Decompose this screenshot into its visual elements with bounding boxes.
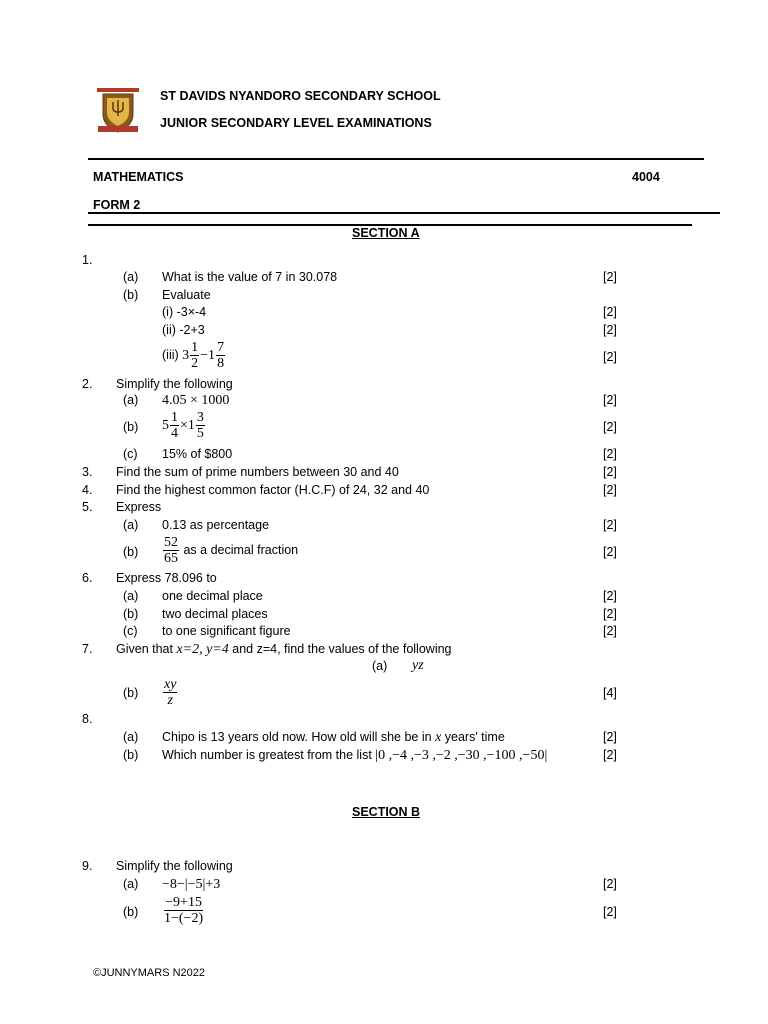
question-8a [0, 730, 768, 750]
section-a-heading: SECTION A [352, 226, 420, 240]
subject-name: MATHEMATICS [93, 170, 184, 184]
question-text: (i) -3×-4 [162, 305, 207, 319]
marks: [2] [603, 393, 617, 407]
marks: [2] [603, 420, 617, 434]
text-part: Given that [116, 642, 177, 656]
fraction [170, 410, 179, 441]
question-5 [0, 500, 768, 520]
question-text: Express [116, 500, 162, 514]
operator: ×1 [180, 417, 195, 433]
marks: [2] [603, 518, 617, 532]
question-2b [0, 417, 768, 440]
denominator: 65 [164, 551, 178, 566]
marks: [2] [603, 483, 617, 497]
text-part: Chipo is 13 years old now. How old will she be in [162, 730, 436, 744]
marks: [2] [603, 545, 617, 559]
paper-code: 4004 [632, 170, 660, 184]
question-text: Express 78.096 to [116, 571, 217, 585]
footer-copyright: ©JUNNYMARS N2022 [93, 967, 206, 979]
marks: [2] [603, 350, 617, 364]
marks: [2] [603, 607, 617, 621]
question-9b [0, 905, 768, 925]
marks: [2] [603, 270, 617, 284]
question-6 [0, 571, 768, 591]
fraction [163, 535, 179, 566]
part-label: (a) [372, 659, 388, 673]
part-label: (a) [123, 270, 139, 284]
numerator: 1 [171, 410, 178, 425]
section-b-heading: SECTION B [352, 805, 421, 819]
question-6a [0, 589, 768, 609]
marks: [2] [603, 305, 617, 319]
question-7b [0, 686, 768, 706]
question-6c [0, 624, 768, 644]
numerator: 7 [217, 340, 225, 355]
form-label: FORM 2 [93, 198, 141, 212]
fraction [163, 895, 204, 926]
part-label: (b) [123, 607, 139, 621]
question-text: one decimal place [162, 589, 263, 603]
denominator: z [167, 693, 173, 708]
question-text: 0.13 as percentage [162, 518, 270, 532]
question-3 [0, 465, 768, 485]
marks: [2] [603, 323, 617, 337]
question-text: (ii) -2+3 [162, 323, 205, 337]
fraction [163, 677, 177, 708]
header-rule-top [88, 158, 704, 160]
numerator: 1 [191, 340, 199, 355]
marks: [4] [603, 686, 617, 700]
mixed-number-whole: 3 [182, 347, 190, 363]
text-part: and z=4, find the values of the following [228, 642, 452, 656]
question-1b-ii [0, 323, 768, 343]
part-label: (a) [123, 730, 139, 744]
denominator: 5 [196, 426, 204, 441]
question-2a [0, 393, 768, 413]
part-label: (b) [123, 905, 139, 919]
marks: [2] [603, 905, 617, 919]
fraction [216, 340, 225, 371]
question-number: 3. [82, 465, 93, 479]
part-label: (a) [123, 877, 139, 891]
question-text: Find the sum of prime numbers between 30 and 40 [116, 465, 399, 479]
question-text [116, 642, 452, 658]
question-9a [0, 877, 768, 897]
question-number: 1. [82, 253, 93, 267]
part-label: (iii) [162, 347, 179, 362]
marks: [2] [603, 624, 617, 638]
question-1b-iii [162, 340, 226, 371]
question-number: 6. [82, 571, 93, 585]
school-name: ST DAVIDS NYANDORO SECONDARY SCHOOL [160, 89, 441, 103]
question-9 [0, 859, 768, 879]
question-text [162, 748, 547, 764]
question-2b-expression [162, 410, 206, 441]
school-crest-logo [93, 86, 143, 136]
question-text: What is the value of 7 in 30.078 [162, 270, 338, 284]
marks: [2] [603, 748, 617, 762]
marks: [2] [603, 447, 617, 461]
expression: yz [412, 658, 424, 673]
marks: [2] [603, 730, 617, 744]
expression: −8−|−5|+3 [162, 877, 221, 892]
question-number: 5. [82, 500, 93, 514]
number-list: |0 ,−4 ,−3 ,−2 ,−30 ,−100 ,−50| [375, 748, 548, 763]
mixed-number-whole: 5 [162, 417, 169, 433]
question-text: to one significant figure [162, 624, 291, 638]
numerator: 3 [196, 410, 204, 425]
question-text: Simplify the following [116, 377, 233, 391]
part-label: (b) [123, 420, 139, 434]
question-number: 7. [82, 642, 93, 656]
marks: [2] [603, 465, 617, 479]
part-label: (b) [123, 545, 139, 559]
part-label: (b) [123, 288, 139, 302]
part-label: (a) [123, 589, 139, 603]
operator: −1 [200, 347, 216, 363]
question-7b-expression [162, 677, 178, 708]
part-label: (c) [123, 447, 138, 461]
fraction [196, 410, 205, 441]
marks: [2] [603, 589, 617, 603]
question-8b [0, 748, 768, 768]
part-label: (b) [123, 686, 139, 700]
question-2c [0, 447, 768, 467]
question-number: 4. [82, 483, 93, 497]
question-text: Evaluate [162, 288, 211, 302]
question-5b-expression [162, 535, 298, 566]
question-text: Find the highest common factor (H.C.F) of 24, 32 and 40 [116, 483, 430, 497]
marks: [2] [603, 877, 617, 891]
denominator: 2 [191, 356, 199, 371]
question-9b-expression [162, 895, 205, 926]
question-5a [0, 518, 768, 538]
numerator: 52 [164, 535, 178, 550]
part-label: (a) [123, 393, 139, 407]
part-label: (c) [123, 624, 138, 638]
exam-title: JUNIOR SECONDARY LEVEL EXAMINATIONS [160, 116, 432, 130]
header-rule-middle [88, 212, 720, 214]
part-label: (a) [123, 518, 139, 532]
numerator: −9+15 [165, 895, 202, 910]
question-1b-i [0, 305, 768, 325]
question-8 [0, 712, 768, 732]
text-part: years' time [441, 730, 505, 744]
fraction [190, 340, 199, 371]
numerator: xy [164, 677, 177, 692]
question-text: as a decimal fraction [183, 542, 299, 557]
question-text [162, 730, 505, 746]
text-part: Which number is greatest from the list [162, 748, 376, 762]
denominator: 8 [217, 356, 225, 371]
expression: 4.05 × 1000 [162, 393, 230, 408]
denominator: 4 [171, 426, 178, 441]
math-inline: x [435, 730, 442, 745]
part-label: (b) [123, 748, 139, 762]
question-text: two decimal places [162, 607, 268, 621]
question-number: 8. [82, 712, 93, 726]
question-1a [0, 270, 768, 290]
question-number: 9. [82, 859, 93, 873]
question-text: Simplify the following [116, 859, 233, 873]
math-inline: x=2, y=4 [176, 642, 229, 657]
denominator: 1−(−2) [164, 911, 204, 926]
question-text: 15% of $800 [162, 447, 233, 461]
question-number: 2. [82, 377, 93, 391]
